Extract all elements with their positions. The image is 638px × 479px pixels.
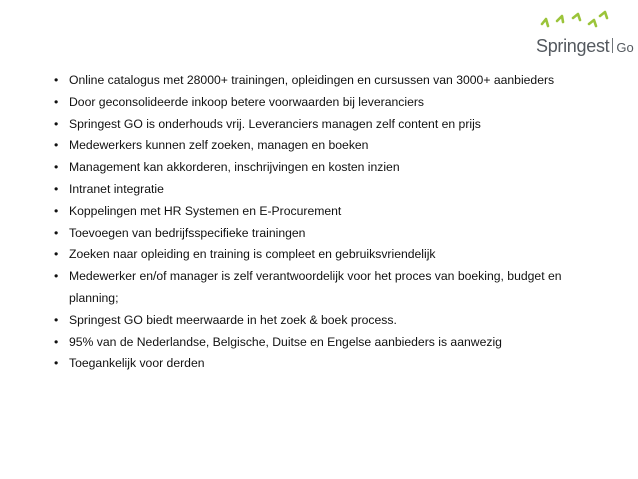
bullet-text: Intranet integratie <box>69 181 164 196</box>
bullet-item <box>54 310 614 332</box>
bullet-item <box>54 135 614 157</box>
bullet-dot-icon: • <box>54 160 59 175</box>
bullet-text: Management kan akkorderen, inschrijvingen en kosten inzien <box>69 160 400 175</box>
bullet-item <box>54 266 614 310</box>
bullet-text: 95% van de Nederlandse, Belgische, Duitse en Engelse aanbieders is aanwezig <box>69 334 502 349</box>
bullet-dot-icon: • <box>54 247 59 262</box>
bullet-dot-icon: • <box>54 312 59 327</box>
logo-wordmark <box>536 35 634 59</box>
bullet-dot-icon: • <box>54 181 59 196</box>
bullet-dot-icon: • <box>54 269 59 284</box>
bullet-item <box>54 201 614 223</box>
chevron-marks-icon <box>528 8 628 34</box>
bullet-text: Medewerker en/of manager is zelf verantwoordelijk voor het proces van boeking, budget en planning; <box>69 269 562 305</box>
bullet-dot-icon: • <box>54 94 59 109</box>
bullet-text: Springest GO biedt meerwaarde in het zoek & boek process. <box>69 312 397 327</box>
bullet-dot-icon: • <box>54 225 59 240</box>
bullet-item <box>54 70 614 92</box>
bullet-dot-icon: • <box>54 356 59 371</box>
bullet-text: Koppelingen met HR Systemen en E-Procurement <box>69 203 342 218</box>
bullet-text: Springest GO is onderhouds vrij. Leveranciers managen zelf content en prijs <box>69 116 481 131</box>
bullet-item <box>54 353 614 375</box>
bullet-text: Toevoegen van bedrijfsspecifieke trainingen <box>69 225 306 240</box>
springest-go-logo <box>528 8 634 58</box>
bullet-item <box>54 332 614 354</box>
bullet-dot-icon: • <box>54 116 59 131</box>
bullet-item <box>54 223 614 245</box>
bullet-text: Zoeken naar opleiding en training is compleet en gebruiksvriendelijk <box>69 247 436 262</box>
bullet-item <box>54 244 614 266</box>
bullet-list <box>54 70 614 375</box>
bullet-item <box>54 157 614 179</box>
bullet-dot-icon: • <box>54 334 59 349</box>
bullet-item <box>54 179 614 201</box>
bullet-text: Toegankelijk voor derden <box>69 356 205 371</box>
bullet-dot-icon: • <box>54 138 59 153</box>
logo-divider <box>612 38 613 53</box>
bullet-text: Door geconsolideerde inkoop betere voorwaarden bij leveranciers <box>69 94 425 109</box>
bullet-text: Online catalogus met 28000+ trainingen, opleidingen en cursussen van 3000+ aanbieders <box>69 73 555 87</box>
bullet-item <box>54 114 614 136</box>
logo-name: Springest <box>536 36 610 56</box>
bullet-dot-icon: • <box>54 73 59 87</box>
bullet-dot-icon: • <box>54 203 59 218</box>
bullet-item <box>54 92 614 114</box>
logo-suffix: Go <box>616 40 634 55</box>
bullet-text: Medewerkers kunnen zelf zoeken, managen en boeken <box>69 138 369 153</box>
